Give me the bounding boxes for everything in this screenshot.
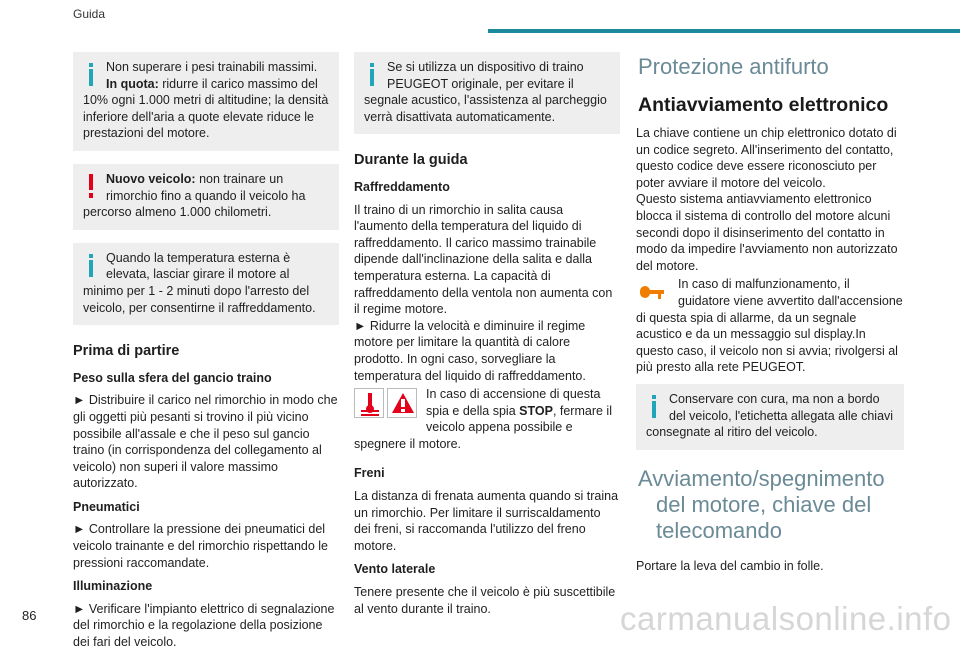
coolant-temperature-icon (354, 388, 384, 418)
heading-while-driving: Durante la guida (354, 152, 468, 169)
watermark: carmanualsonline.info (620, 600, 952, 637)
paragraph-immobiliser: La chiave contiene un chip elettronico dotato di un codice segreto. All'inserimento del contatto, questo codice deve essere riconosciuto per poter avviare il motore del veicolo. (636, 126, 897, 190)
subheading-hitch-load: Peso sulla sfera del gancio traino (73, 370, 272, 385)
key-warning-icon (636, 278, 672, 304)
warning-icon (83, 171, 100, 199)
info-icon (646, 391, 663, 419)
paragraph-neutral-gear: Portare la leva del cambio in folle. (636, 558, 824, 573)
paragraph-cooling-advice: ► Ridurre la velocità e diminuire il regime motore per limitare la quantità di calore prodotto. In ogni caso, sorvegliare la temperatura del liquido di raffreddamento. (354, 318, 586, 383)
subheading-brakes: Freni (354, 466, 385, 481)
column-1 (73, 52, 339, 658)
info-note-key-label (636, 384, 904, 450)
column-3 (636, 52, 904, 581)
paragraph-key-warning: In caso di malfunzionamento, il guidatore viene avvertito dall'accensione di questa spia di allarme, da un segnale acustico e da un messaggio sul display.In questo caso, il veicolo non si avvia; rivolgersi al più presto alla rete PEUGEOT. (636, 277, 903, 375)
subheading-lighting: Illuminazione (73, 579, 153, 594)
note-text: Quando la temperatura esterna è elevata, lasciar girare il motore al minimo per 1 - 2 minuti dopo l'arresto del veicolo, per consentirne il raffreddamento. (83, 250, 316, 315)
key-warning-paragraph (636, 276, 904, 384)
info-note-temperature (73, 243, 339, 325)
stop-warning-icon (387, 388, 417, 418)
warning-note-new-vehicle (73, 164, 339, 230)
paragraph-brakes: La distanza di frenata aumenta quando si traina un rimorchio. Per limitare il surriscaldamento dei freni, si raccomanda l'utilizzo del freno motore. (354, 489, 619, 553)
warning-lamps-paragraph (354, 386, 620, 459)
section-title-line: del motore, chiave del (656, 491, 872, 517)
subheading-tyres: Pneumatici (73, 499, 140, 514)
paragraph-hitch-load: ► Distribuire il carico nel rimorchio in modo che gli oggetti più pesanti si trovino il più vicino possibile all'assale e che il peso sul gancio traino (in corrispondenza del collegamento al veicolo) non superi il valore massimo autorizzato. (73, 393, 338, 491)
heading-immobiliser: Antiavviamento elettronico (638, 94, 889, 116)
paragraph-immobiliser-2: Questo sistema antiavviamento elettronico blocca il sistema di controllo del motore alcuni secondi dopo il disinserimento del contatto in modo da impedire l'avviamento non autorizzato del motore. (636, 192, 898, 273)
subheading-cooling: Raffreddamento (354, 179, 450, 194)
heading-before-departure: Prima di partire (73, 343, 180, 360)
section-title-start-stop (638, 466, 904, 544)
column-2 (354, 52, 620, 624)
paragraph-tyres: ► Controllare la pressione dei pneumatici del veicolo trainante e del rimorchio rispettando le pressioni raccomandate. (73, 522, 328, 570)
info-icon (364, 59, 381, 87)
info-note-peugeot-towing (354, 52, 620, 134)
note-text: Se si utilizza un dispositivo di traino PEUGEOT originale, per evitare il segnale acustico, l'assistenza al parcheggio verrà disattivata automaticamente. (364, 60, 607, 124)
lamp-bold: STOP (519, 403, 553, 418)
header-accent-bar (488, 29, 960, 33)
lamp-text: , fermare il veicolo appena possibile e spegnere il motore. (354, 403, 612, 451)
paragraph-lighting: ► Verificare l'impianto elettrico di segnalazione del rimorchio e la regolazione della posizione dei fari del veicolo. (73, 601, 335, 650)
info-note-weights (73, 52, 339, 151)
section-title-line: telecomando (656, 517, 782, 543)
paragraph-cooling: Il traino di un rimorchio in salita causa l'aumento della temperatura del liquido di raffreddamento. Il carico massimo trainabile dipende dall'inclinazione della salita e dalla temperatura esterna. La capacità di raffreddamento della ventola non aumenta con il regime motore. (354, 202, 613, 317)
section-title-antitheft: Protezione antifurto (638, 54, 829, 79)
note-bold: Nuovo veicolo: (106, 171, 196, 186)
note-text: non trainare un rimorchio fino a quando il veicolo ha percorso almeno 1.000 chilometri. (83, 171, 306, 220)
page-number: 86 (22, 608, 37, 623)
note-text: Non superare i pesi trainabili massimi. (106, 60, 318, 74)
note-bold: In quota: (106, 76, 159, 91)
subheading-side-wind: Vento laterale (354, 562, 436, 577)
info-icon (83, 59, 100, 87)
note-text: Conservare con cura, ma non a bordo del veicolo, l'etichetta allegata alle chiavi consegnate al ritiro del veicolo. (646, 391, 894, 440)
note-text: ridurre il carico massimo del 10% ogni 1.000 metri di altitudine; la densità inferiore dell'aria a quote elevate riduce le prestazioni del motore. (83, 76, 329, 141)
warning-lamps (354, 388, 420, 418)
info-icon (83, 250, 100, 278)
lamp-text: In caso di accensione di questa spia e della spia (426, 387, 601, 418)
section-title-line: Avviamento/spegnimento (638, 465, 885, 491)
running-header: Guida (73, 7, 106, 21)
paragraph-side-wind: Tenere presente che il veicolo è più suscettibile al vento durante il traino. (354, 585, 616, 616)
